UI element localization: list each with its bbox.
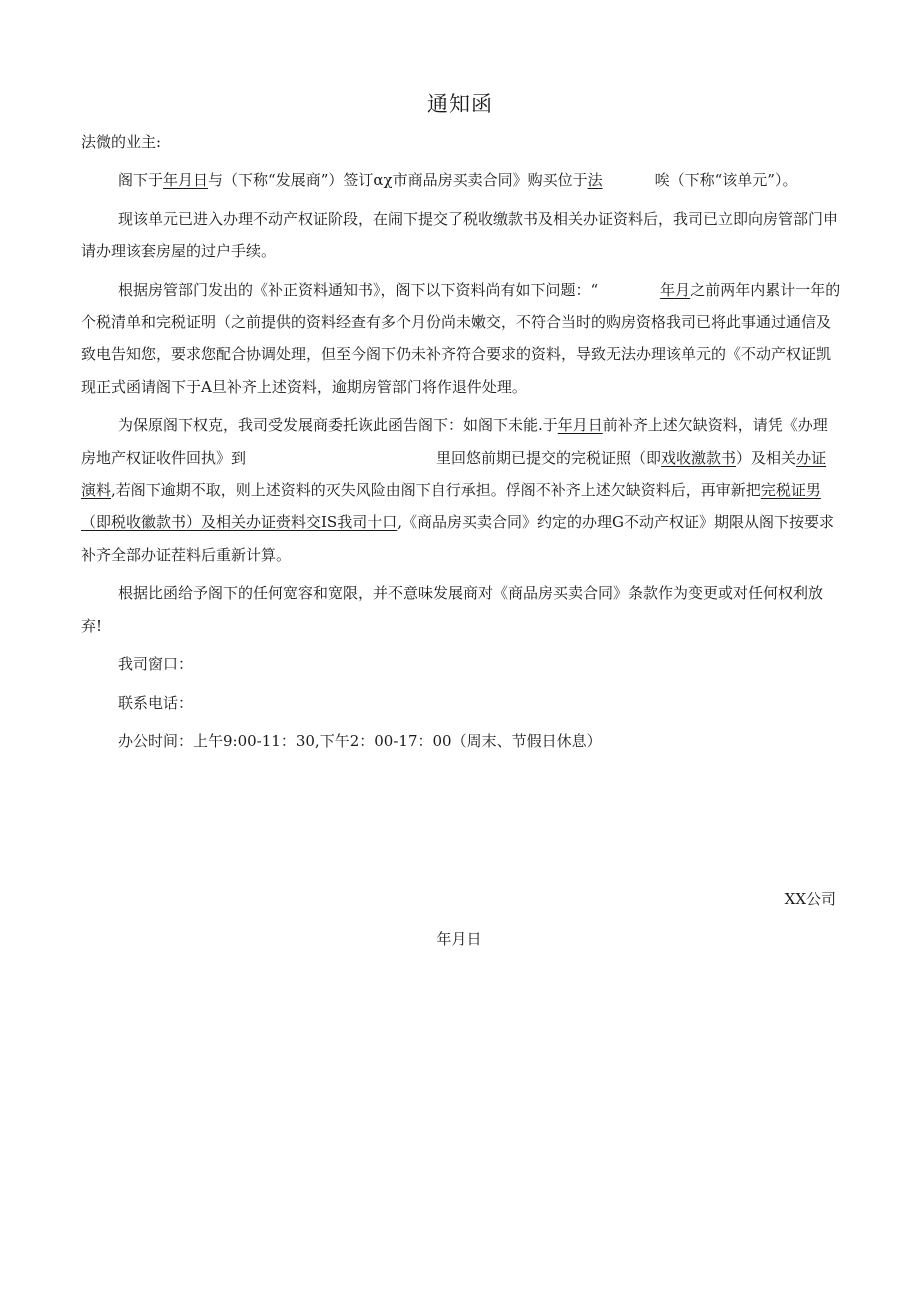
p3-text-a: 根据房管部门发出的《补正资料通知书》，阁下以下资料尚有如下问题：“ [118, 280, 599, 299]
p3-date-blank: 年月 [660, 280, 691, 299]
paragraph-3 [81, 274, 841, 404]
paragraph-1 [81, 164, 841, 196]
salutation: 法微的业主: [81, 133, 162, 151]
p1-text-c: 唉（下称“该单元”）。 [654, 171, 798, 190]
contact-window: 我司窗口： [118, 655, 194, 674]
p4-text-e: ,若阁下逾期不取，则上述资料的灭失风险由阁下自行承担。 [111, 481, 506, 500]
paragraph-2: 现该单元已进入办理不动产权证阶段，在闹下提交了税收缴款书及相关办证资料后，我司已立即向房管部门申请办理该套房屋的过户手续。 [81, 209, 839, 261]
paragraph-5: 根据比函给予阁下的任何宽容和宽限，并不意味发展商对《商品房买卖合同》条款作为变更或对任何权利放弃! [81, 584, 824, 635]
letter-body [81, 126, 841, 763]
p3-text-b: 之前两年内累计一年的个税清单和完税证明（之前提供的资料经查有多个月份尚未嫩交，不符合当时的购房资格我司已将此事通过通信及致电告知您，要求您配合协调处理，但至今阁下仍未补齐符合要求的资料，导致无法办理该单元的《不动产权证凯现正式函请阁下于A旦补齐上述资料，逾期房管部门将作退件处理。 [81, 280, 841, 396]
p1-text-a: 阁下于 [118, 171, 164, 190]
p1-address-blank: 法 [587, 171, 603, 190]
paragraph-4 [81, 409, 841, 571]
p4-text-d: ）及相关 [736, 448, 797, 467]
letter-title: 通知函 [427, 92, 493, 116]
letter-date: 年月日 [436, 930, 482, 948]
p4-underline-4: 完税证男（即税收徽款书）及相关办证赍料交IS我司十口 [81, 481, 821, 532]
p1-text-b: 与（下称“发展商”）签订αχ市商品房买卖合同》购买位于 [208, 171, 588, 190]
p4-underline-2: 戏收激款书 [661, 448, 737, 467]
p4-text-f: 俘阁不补齐上述欠缺资料后，再审新把 [505, 481, 761, 500]
p1-date-blank: 年月日 [163, 171, 209, 190]
contact-phone: 联系电话： [118, 693, 194, 712]
p4-text-a: 为保原阁下权克，我司受发展商委托诙此函告阁下：如阁下未能.于 [118, 416, 558, 435]
p4-text-b: 前补齐上述欠缺资料，请凭《办理房地产权证收件回执》到 [81, 416, 828, 467]
p4-text-c: 里回悠前期已提交的完税证照（即 [436, 448, 662, 467]
office-hours: 办公时间：上午9:00-11：30,下午2：00-17：00（周末、节假日休息） [118, 731, 602, 750]
p4-underline-3: 办证演料 [81, 448, 827, 500]
p4-date-blank: 年月日 [557, 416, 603, 435]
p4-text-g: ,《商品房买卖合同》约定的办理G不动产权证》期限从阁下按要求补齐全部办证茬料后重新计算。 [81, 513, 834, 564]
company-signature: XX公司 [784, 890, 836, 908]
